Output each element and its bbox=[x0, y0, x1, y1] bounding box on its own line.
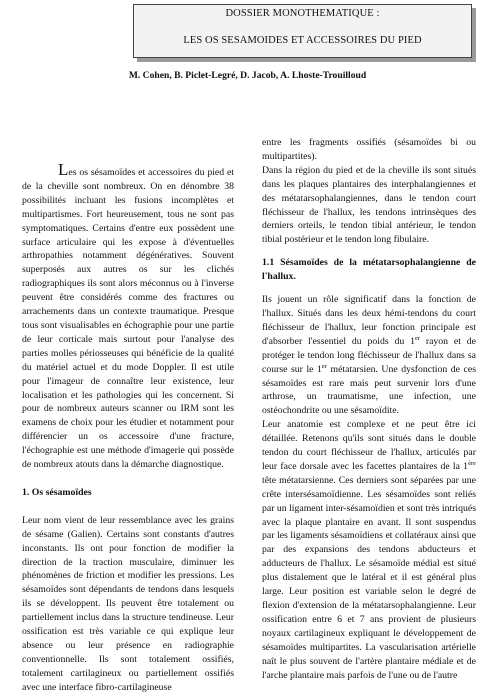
intro-text: es os sésamoïdes et accessoires du pied et de la cheville sont nombreux. On en dénombre 38 possibilités incluant les fusions incomplètes et multipartismes. Fort heureusement, tous ne sont pas symptomatiques. Certains d'entre eux possèdent une surface articulaire qui les expose à d'éventuelles arthropathies notamment dégénératives. Souvent superposés aux autres os sur les clichés radiographiques ils sont alors méconnus ou à l'inverse peuvent être considérés comme des fractures ou arrachements dans un contexte traumatique. Presque tous sont visualisables en échographie pour une partie de leur corticale mais surtout pour l'analyse des parties molles périosseuses qui bénéficie de la qualité du matériel actuel et du mode Doppler. Il est utile pour l'imageur de connaître leur existence, leur localisation et les pathologies qui les concernent. Si pour de nombreux auteurs scanner ou IRM sont les examens de choix pour les étudier et notamment pour différencier un os accessoire d'une fracture, l'échographie est une méthode d'imagerie qui possède de nombreux atouts dans la démarche diagnostique. bbox=[22, 167, 234, 471]
paragraph-function: Ils jouent un rôle significatif dans la fonction de l'hallux. Situés dans les deux hémi-tendons du court fléchisseur de l'hallux, leur fonction principale est d'absorber l'essentiel du poids du 1er rayon et de protéger le tendon long fléchisseur de l'hallux dans sa course sur le 1er métatarsien. Une dysfonction de ces sésamoïdes est rare mais peut survenir lors d'une arthrose, un traumatisme, une infection, une ostéochondrite ou une sésamoïdite. bbox=[262, 294, 476, 417]
section-1-heading: 1. Os sésamoïdes bbox=[22, 486, 92, 498]
section-1-1-heading: 1.1 Sésamoïdes de la métatarsophalangienne de l'hallux. bbox=[262, 257, 476, 283]
article-title: LES OS SESAMOIDES ET ACCESSOIRES DU PIED bbox=[183, 35, 422, 46]
paragraph-locations: Dans la région du pied et de la cheville ils sont situés dans les plaques plantaires des interphalangiennes et des métatarsophalangiennes, dans le tendon court fléchisseur de l'hallux, les tendons intrinsèques des derniers orteils, le tendon tibial antérieur, le tendon tibial postérieur et le tendon long fibulaire. bbox=[262, 164, 476, 246]
paragraph-continuation: entre les fragments ossifiés (sésamoïdes bi ou multipartites). bbox=[262, 137, 476, 162]
title-banner bbox=[133, 4, 472, 58]
right-column bbox=[262, 136, 476, 682]
paragraph-anatomy: Leur anatomie est complexe et ne peut être ici détaillée. Retenons qu'ils sont situés dans le double tendon du court fléchisseur de l'hallux, articulés par leur face dorsale avec les facettes plantaires de la 1ère tête métatarsienne. Ces derniers sont séparées par une crête intersésamoïdienne. Les sésamoïdes sont reliés par un ligament inter-sésamoïdien et sont très intriqués avec la plaque plantaire en avant. Il sont suspendus par les ligaments sésamoïdiens et collatéraux ainsi que par des expansions des tendons abducteurs et adducteurs de l'hallux. Le sésamoïde médial est situé plus distalement que le latéral et il est général plus large. Leur position est variable selon le degré de flexion d'extension de la métatarsophalangienne. Leur ossification entre 6 et 7 ans provient de plusieurs noyaux cartilagineux expliquant le développement de sésamoïdes multipartites. La vascularisation artérielle naît le plus souvent de l'artère plantaire médiale et de l'arche plantaire mais parfois de l'une ou de l'autre bbox=[262, 419, 476, 681]
dossier-title: DOSSIER MONOTHEMATIQUE : bbox=[225, 8, 380, 19]
left-column bbox=[22, 160, 234, 695]
section-1-paragraph: Leur nom vient de leur ressemblance avec les grains de sésame (Galien). Certains sont constants d'autres inconstants. Ils ont pour fonction de modifier la direction de la traction musculaire, diminuer les phénomènes de friction et modifier les pressions. Les sésamoïdes sont dépendants de tendons dans lesquels ils se développent. Ils peuvent être totalement ou partiellement inclus dans la structure tendineuse. Leur ossification est très variable ce qui explique leur absence ou leur présence en radiographie conventionnelle. Ils sont totalement ossifiés, totalement cartilagineux ou partiellement ossifiés avec une interface fibro-cartilagineuse bbox=[22, 514, 234, 693]
authors: M. Cohen, B. Piclet-Legré, D. Jacob, A. Lhoste-Trouilloud bbox=[128, 70, 367, 81]
intro-paragraph bbox=[22, 160, 234, 472]
drop-cap: L bbox=[58, 160, 69, 179]
